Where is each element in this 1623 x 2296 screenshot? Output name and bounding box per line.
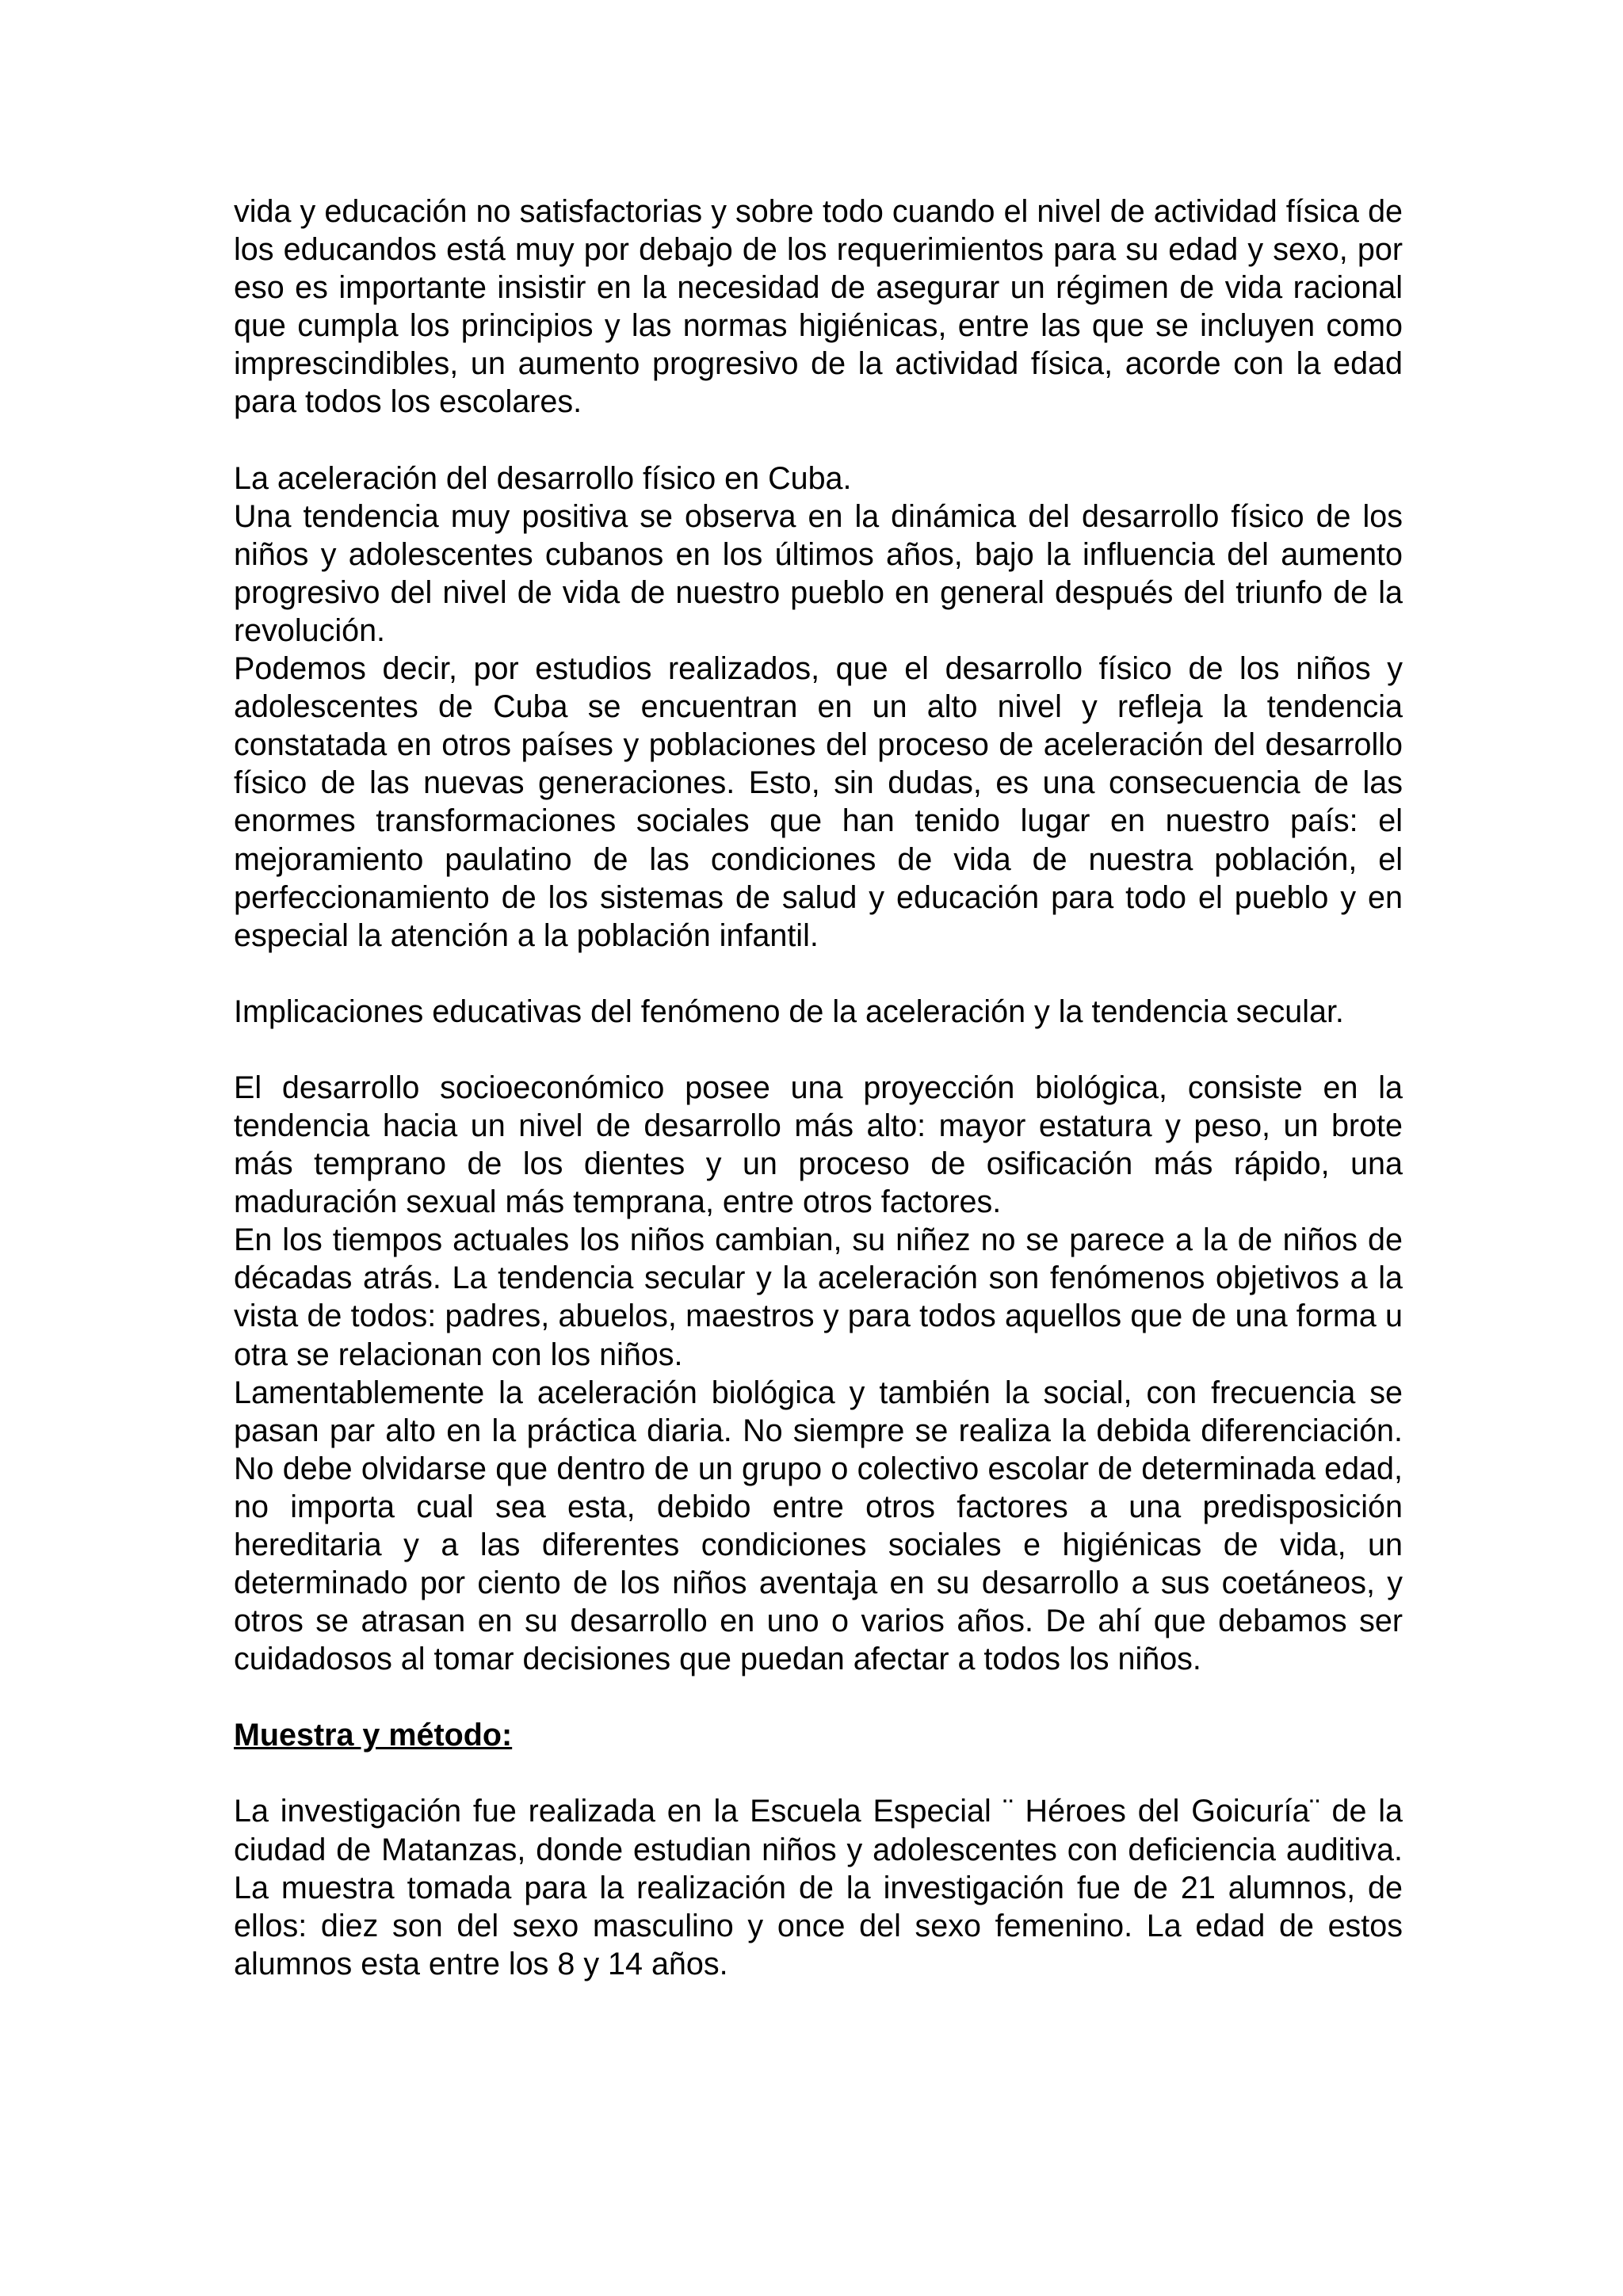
- document-body: [234, 193, 1403, 1983]
- paragraph-gap: [234, 421, 1403, 460]
- paragraph-tiempos-actuales: En los tiempos actuales los niños cambian, su niñez no se parece a la de niños de décadas atrás. La tendencia secular y la aceleración son fenómenos objetivos a la vista de todos: padres, abuelos, maestros y para todos aquellos que de una forma u otra se relacionan con los niños.: [234, 1222, 1403, 1372]
- paragraph-gap: [234, 1678, 1403, 1716]
- paragraph-gap: [234, 1031, 1403, 1069]
- paragraph-estudios-realizados: Podemos decir, por estudios realizados, que el desarrollo físico de los niños y adolescentes de Cuba se encuentran en un alto nivel y refleja la tendencia constatada en otros países y poblaciones del proceso de aceleración del desarrollo físico de las nuevas generaciones. Esto, sin dudas, es una consecuencia de las enormes transformaciones sociales que han tenido lugar en nuestro país: el mejoramiento paulatino de las condiciones de vida de nuestra población, el perfeccionamiento de los sistemas de salud y educación para todo el pueblo y en especial la atención a la población infantil.: [234, 651, 1403, 953]
- heading-aceleracion-cuba: La aceleración del desarrollo físico en Cuba.: [234, 460, 852, 496]
- paragraph-gap: [234, 955, 1403, 993]
- heading-implicaciones-educativas: Implicaciones educativas del fenómeno de la aceleración y la tendencia secular.: [234, 994, 1344, 1029]
- paragraph-regimen-de-vida: vida y educación no satisfactorias y sobre todo cuando el nivel de actividad física de los educandos está muy por debajo de los requerimientos para su edad y sexo, por eso es importante insistir en la necesidad de asegurar un régimen de vida racional que cumpla los principios y las normas higiénicas, entre las que se incluyen como imprescindibles, un aumento progresivo de la actividad física, acorde con la edad para todos los escolares.: [234, 194, 1403, 420]
- paragraph-tendencia-positiva: Una tendencia muy positiva se observa en la dinámica del desarrollo físico de los niños y adolescentes cubanos en los últimos años, bajo la influencia del aumento progresivo del nivel de vida de nuestro pueblo en general después del triunfo de la revolución.: [234, 498, 1403, 648]
- heading-muestra-y-metodo: Muestra y método:: [234, 1718, 513, 1753]
- paragraph-gap: [234, 1754, 1403, 1792]
- paragraph-investigacion: La investigación fue realizada en la Escuela Especial ¨ Héroes del Goicuría¨ de la ciudad de Matanzas, donde estudian niños y adolescentes con deficiencia auditiva. La muestra tomada para la realización de la investigación fue de 21 alumnos, de ellos: diez son del sexo masculino y once del sexo femenino. La edad de estos alumnos esta entre los 8 y 14 años.: [234, 1794, 1403, 1981]
- paragraph-lamentablemente: Lamentablemente la aceleración biológica y también la social, con frecuencia se pasan par alto en la práctica diaria. No siempre se realiza la debida diferenciación. No debe olvidarse que dentro de un grupo o colectivo escolar de determinada edad, no importa cual sea esta, debido entre otros factores a una predisposición hereditaria y a las diferentes condiciones sociales e higiénicas de vida, un determinado por ciento de los niños aventaja en su desarrollo a sus coetáneos, y otros se atrasan en su desarrollo en uno o varios años. De ahí que debamos ser cuidadosos al tomar decisiones que puedan afectar a todos los niños.: [234, 1375, 1403, 1677]
- paragraph-desarrollo-socioeconomico: El desarrollo socioeconómico posee una proyección biológica, consiste en la tendencia hacia un nivel de desarrollo más alto: mayor estatura y peso, un brote más temprano de los dientes y un proceso de osificación más rápido, una maduración sexual más temprana, entre otros factores.: [234, 1070, 1403, 1220]
